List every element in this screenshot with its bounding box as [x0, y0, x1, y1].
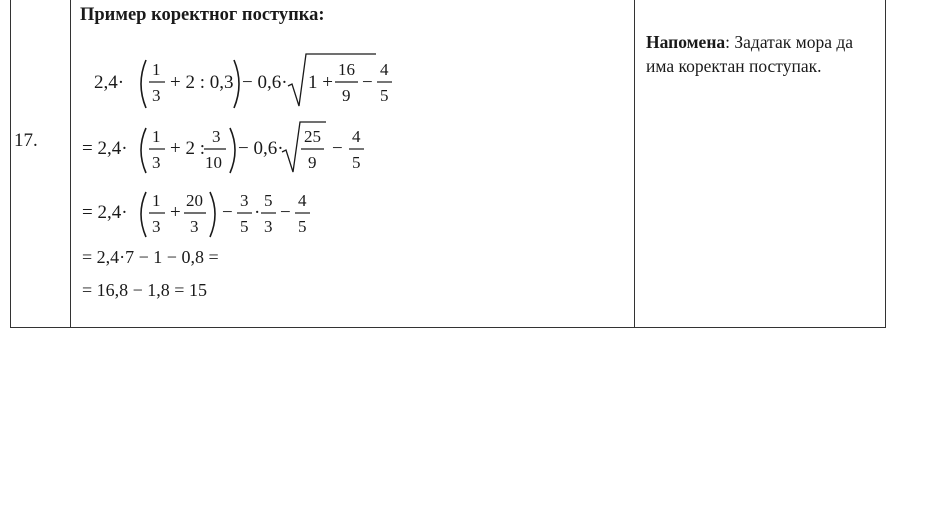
step-3-expression: [80, 182, 410, 244]
s2-f1n: 1: [152, 127, 161, 146]
s3-f5n: 4: [298, 191, 307, 210]
step-1-expression: [80, 48, 410, 118]
s3-f3n: 3: [240, 191, 249, 210]
s3-f5d: 5: [298, 217, 307, 236]
s2-f2d: 10: [205, 153, 222, 172]
s3-f3d: 5: [240, 217, 249, 236]
s3-f1n: 1: [152, 191, 161, 210]
step-2-expression: [80, 118, 410, 182]
s1-b: − 0,6·: [242, 72, 288, 93]
s1-m: −: [362, 72, 373, 93]
s2-f1d: 3: [152, 153, 161, 172]
step-4-expression: = 2,4·7 − 1 − 0,8 =: [82, 247, 219, 267]
s2-f3d: 9: [308, 153, 317, 172]
note: [646, 30, 878, 78]
s2-f2n: 3: [212, 127, 221, 146]
s2-a: = 2,4·: [82, 138, 128, 159]
s3-f2n: 20: [186, 191, 203, 210]
note-label: Напомена: [646, 32, 726, 52]
s1-f2n: 16: [338, 60, 355, 79]
s2-paren-open: [141, 128, 146, 173]
s1-f2d: 9: [342, 86, 351, 105]
s3-paren-open: [141, 192, 146, 237]
s3-f4n: 5: [264, 191, 273, 210]
s3-f1d: 3: [152, 217, 161, 236]
note-text: : Задатак мора да има коректан поступак.: [646, 32, 854, 76]
s3-p: +: [170, 202, 181, 223]
example-heading: Пример коректног поступка:: [80, 5, 325, 25]
s1-paren-open: [141, 60, 146, 108]
s1-r1: 1 +: [308, 72, 333, 93]
s2-mid: + 2 :: [170, 138, 205, 159]
s3-f2d: 3: [190, 217, 199, 236]
s3-paren-close: [210, 192, 215, 237]
s1-f1d: 3: [152, 86, 161, 105]
s2-f4n: 4: [352, 127, 361, 146]
s2-f4d: 5: [352, 153, 361, 172]
s1-paren-close: [234, 60, 239, 108]
step-5-expression: = 16,8 − 1,8 = 15: [82, 280, 207, 300]
s3-f4d: 3: [264, 217, 273, 236]
s1-f1n: 1: [152, 60, 161, 79]
s3-dot: ·: [254, 202, 261, 223]
s3-m2: −: [280, 202, 291, 223]
s3-a: = 2,4·: [82, 202, 128, 223]
task-number: 17.: [14, 130, 38, 151]
s1-mid: + 2 : 0,3: [170, 72, 234, 93]
s2-f3n: 25: [304, 127, 321, 146]
s2-b: − 0,6·: [238, 138, 284, 159]
column-divider-2: [634, 0, 635, 327]
s1-a: 2,4·: [94, 72, 125, 93]
s3-m1: −: [222, 202, 233, 223]
s1-f3d: 5: [380, 86, 389, 105]
s2-m: −: [332, 138, 343, 159]
column-divider-1: [70, 0, 71, 327]
s1-f3n: 4: [380, 60, 389, 79]
s2-paren-close: [230, 128, 235, 173]
